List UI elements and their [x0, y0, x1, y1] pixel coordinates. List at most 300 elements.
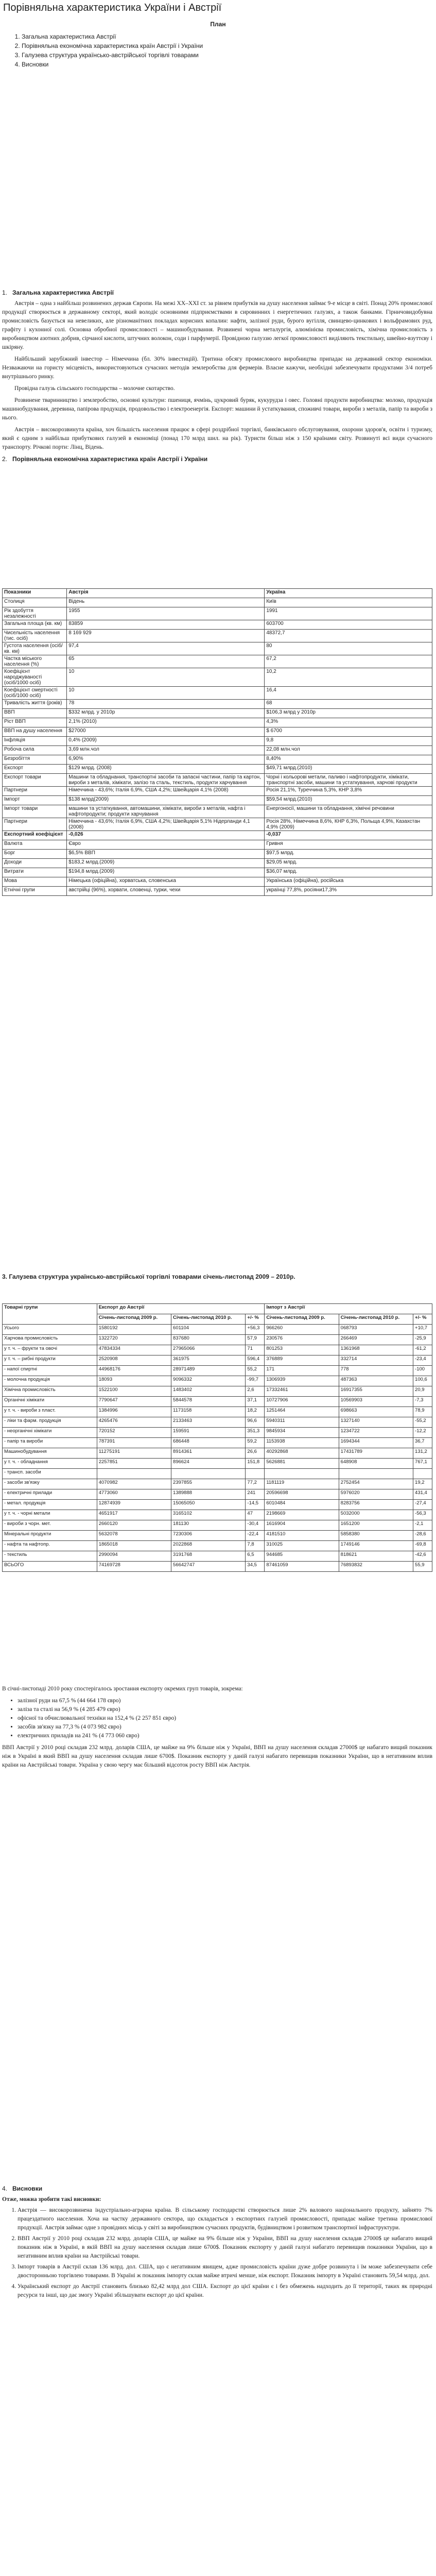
table-cell: 3191768 [171, 1551, 246, 1562]
table-cell: Відень [67, 598, 265, 607]
table-cell: 1483402 [171, 1386, 246, 1397]
table-cell: 266469 [339, 1335, 413, 1345]
table-cell: 12874939 [97, 1500, 171, 1510]
plan-item: 1. Загальна характеристика Австрії [22, 32, 203, 41]
table-row [3, 1562, 432, 1572]
table-row [3, 727, 432, 737]
paragraph: ВВП Австрії у 2010 році складав 232 млрд. доларів США, це майже на 9% більше ніж у Україні, ВВП на душу населення складав 27000$ це набагато вищий показник ніж в Україні в який ВВП на душу населення складав лише 6700$. Показник експорту у даній галузі набагато перевищив показники України, що в негативним вплив країни на Австрійські товари. Україна у свою чергу має більший відсоток росту ВВП ніж Австрія. [2, 1744, 432, 1768]
table-cell: 2198669 [265, 1510, 339, 1520]
table-cell: 8,40% [265, 755, 432, 765]
table-cell: 5976020 [339, 1489, 413, 1500]
table-cell: 5632078 [97, 1531, 171, 1541]
table-cell: Експортний коефіцієнт [3, 831, 67, 840]
table-cell: 2,1% (2010) [67, 718, 265, 727]
table-cell: -27,4 [413, 1500, 432, 1510]
table-row [3, 668, 432, 687]
table-cell: 44968176 [97, 1366, 171, 1376]
table-cell: - молочна продукція [3, 1376, 97, 1386]
column-header: Січень-листопад 2009 р. [97, 1314, 171, 1325]
table-cell: 181130 [171, 1520, 246, 1531]
table-cell: 5858380 [339, 1531, 413, 1541]
table-cell: 36,7 [413, 1438, 432, 1448]
table-cell: 2022868 [171, 1541, 246, 1551]
table-cell: 2133463 [171, 1417, 246, 1428]
table-row [3, 774, 432, 787]
list-item: • засобів зв'язку на 77,3 % (4 073 982 євро) [18, 1723, 432, 1732]
table-cell: -42,6 [413, 1551, 432, 1562]
table-cell: у т. ч. - обладнання [3, 1459, 97, 1469]
plan-item: 2. Порівняльна економічна характеристика країн Австрії і України [22, 41, 203, 50]
table-cell: Імпорт [3, 796, 67, 805]
table-row [3, 1386, 432, 1397]
table-cell: Харчова промисловість [3, 1335, 97, 1345]
section-4-heading: 4. Висновки [2, 2185, 43, 2192]
table-row [3, 840, 432, 850]
table-row [3, 598, 432, 607]
table-cell: 5032000 [339, 1510, 413, 1520]
table-cell: 8914361 [171, 1448, 246, 1459]
table-cell: 1865018 [97, 1541, 171, 1551]
table-cell: $332 млрд. у 2010р [67, 709, 265, 718]
table-cell: 40292868 [265, 1448, 339, 1459]
table-cell: Безробіття [3, 755, 67, 765]
table-cell: 2752454 [339, 1479, 413, 1489]
table-cell: 18093 [97, 1376, 171, 1386]
table-cell: Німеччина - 43,6%; Італія 6,9%, США 4,2%; Швейцарія 5,1% Нідерланди 4,1 (2008) [67, 818, 265, 831]
table-cell: 1991 [265, 607, 432, 620]
table-cell: 10569903 [339, 1397, 413, 1407]
table-row [3, 850, 432, 859]
table-cell: -61,2 [413, 1345, 432, 1355]
table-cell: 431,4 [413, 1489, 432, 1500]
table-cell: 5940311 [265, 1417, 339, 1428]
table-cell: -55,2 [413, 1417, 432, 1428]
table-cell: Загальна площа (кв. км) [3, 620, 67, 630]
table-cell: 4773060 [97, 1489, 171, 1500]
list-item: • електричних приладів на 241 % (4 773 060 євро) [18, 1732, 432, 1740]
table-cell: 1251464 [265, 1407, 339, 1417]
table-row [3, 1500, 432, 1510]
table-cell: 1580192 [97, 1325, 171, 1335]
table-cell: 1181119 [265, 1479, 339, 1489]
table-cell: австрійці (96%), хорвати, словенці, турки, чехи [67, 887, 265, 896]
column-header: Україна [265, 589, 432, 598]
table-cell: 10 [67, 687, 265, 700]
table-cell: 27965066 [171, 1345, 246, 1355]
conclusion-intro: В січні-листопаді 2010 року спостерігалось зростання експорту окремих груп товарів, зокрема: [2, 1686, 243, 1692]
table-cell [339, 1469, 413, 1479]
table-cell [97, 1469, 171, 1479]
table-cell: - нафта та нафтопр. [3, 1541, 97, 1551]
table-cell: 96,6 [246, 1417, 265, 1428]
table-cell: Імпорт товари [3, 805, 67, 818]
table-cell: Доходи [3, 859, 67, 868]
table-cell: 603700 [265, 620, 432, 630]
table-cell: 3,69 млн.чол [67, 746, 265, 755]
table-cell: 78 [67, 700, 265, 709]
column-header: +/- % [413, 1314, 432, 1325]
table-cell: 20,9 [413, 1386, 432, 1397]
plan-item: 3. Галузева структура українсько-австрійської торгівлі товарами [22, 50, 203, 60]
table-cell: 151,8 [246, 1459, 265, 1469]
table-cell: 1955 [67, 607, 265, 620]
table-cell: 767,1 [413, 1459, 432, 1469]
table-cell: 487363 [339, 1376, 413, 1386]
table-cell: 159591 [171, 1428, 246, 1438]
table-cell: Інфляція [3, 737, 67, 746]
table-cell: 22,08 млн.чол [265, 746, 432, 755]
table-cell: $ 6700 [265, 727, 432, 737]
table-cell: Машинобудування [3, 1448, 97, 1459]
table-cell: -22,4 [246, 1531, 265, 1541]
column-header: +/- % [246, 1314, 265, 1325]
table-cell: Експорт товари [3, 774, 67, 787]
table-cell: 351,3 [246, 1428, 265, 1438]
list-item: 4. Український експорт до Австрії становить близько 82,42 млрд дол США. Експорт до цієї країни є і без обмежень надходить до її території, таких як природні ресурси та інші, що дає змогу Україні збільшувати експорт до цієї країни. [18, 2282, 432, 2300]
list-item: • залізної руди на 67,5 % (44 664 178 євро) [18, 1697, 432, 1705]
table-cell: -28,6 [413, 1531, 432, 1541]
table-row [3, 1355, 432, 1366]
table-header-row [3, 1304, 432, 1314]
table-cell: 068793 [339, 1325, 413, 1335]
table-row [3, 655, 432, 668]
table-row [3, 831, 432, 840]
table-cell: 1153938 [265, 1438, 339, 1448]
table-cell: 6,5 [246, 1551, 265, 1562]
table-row [3, 709, 432, 718]
table-row [3, 887, 432, 896]
trade-structure-table [2, 1303, 432, 1572]
table-cell: 37,1 [246, 1397, 265, 1407]
table-cell: Валюта [3, 840, 67, 850]
table-cell: Партнери [3, 818, 67, 831]
table-cell: 1173158 [171, 1407, 246, 1417]
table-cell: 76893832 [339, 1562, 413, 1572]
table-cell: 4265476 [97, 1417, 171, 1428]
table-row [3, 818, 432, 831]
table-row [3, 1551, 432, 1562]
table-cell: 2520908 [97, 1355, 171, 1366]
table-cell: 131,2 [413, 1448, 432, 1459]
table-cell: 601104 [171, 1325, 246, 1335]
table-cell: 18,2 [246, 1407, 265, 1417]
table-cell: 4070982 [97, 1479, 171, 1489]
table-cell: Енергоносії, машини та обладнання, хімічні речовини [265, 805, 432, 818]
table-cell: 47834334 [97, 1345, 171, 1355]
table-cell: 20596698 [265, 1489, 339, 1500]
column-header: Січень-листопад 2010 р. [339, 1314, 413, 1325]
table-cell: 332714 [339, 1355, 413, 1366]
plan-list [10, 32, 203, 69]
table-cell: -0,037 [265, 831, 432, 840]
trade-conclusion [2, 1685, 432, 1773]
table-cell: Робоча сила [3, 746, 67, 755]
table-cell: $36,07 млрд. [265, 868, 432, 877]
table-row [3, 1459, 432, 1469]
table-row [3, 787, 432, 796]
table-cell: Машини та обладнання, транспортні засоби та запасні частини, папір та картон, вироби з металів, хімікати, залізо та сталь, текстиль, продукти харчування [67, 774, 265, 787]
table-cell: -2,1 [413, 1520, 432, 1531]
table-cell: 837680 [171, 1335, 246, 1345]
table-row [3, 718, 432, 727]
table-cell: 2990094 [97, 1551, 171, 1562]
table-cell: $27000 [67, 727, 265, 737]
table-cell: 10727906 [265, 1397, 339, 1407]
section-1-heading: 1. Загальна характеристика Австрії [2, 289, 114, 296]
table-row [3, 1541, 432, 1551]
table-cell: Рік здобуття незалежності [3, 607, 67, 620]
table-cell: українці 77,8%, росіяни17,3% [265, 887, 432, 896]
table-cell: ВСЬОГО [3, 1562, 97, 1572]
list-item: • офісної та обчислювальної техніки на 152,4 % (2 257 851 євро) [18, 1714, 432, 1723]
table-cell: 80 [265, 642, 432, 655]
table-cell: Борг [3, 850, 67, 859]
table-cell: 1361968 [339, 1345, 413, 1355]
paragraph: Найбільший зарубіжний інвестор – Німеччина (бл. 30% інвестицій). Тритина обсягу промислового виробництва припадає на державний сектор економіки. Незважаючи на гористу місцевість, використовуються сучасних методів землеробства для фермерів. Власне кажучи, необхідні забезпечувати продуктами 3/4 потреб внутрішнього ринку. [2, 356, 432, 380]
table-cell: 9845934 [265, 1428, 339, 1438]
table-cell: 310025 [265, 1541, 339, 1551]
table-cell: Чорні і кольорові метали, паливо і нафтопродукти, хімікати, транспортні засоби, машини та устаткування, харчові продукти [265, 774, 432, 787]
table-cell: 686448 [171, 1438, 246, 1448]
table-cell: - метал. продукція [3, 1500, 97, 1510]
table-cell: - трансп. засоби [3, 1469, 97, 1479]
table-cell: 47 [246, 1510, 265, 1520]
table-row [3, 1407, 432, 1417]
table-cell: $129 млрд. (2008) [67, 765, 265, 774]
table-cell: машини та устаткування, автомашини, хімікати, вироби з металів, нафта і нафтопродукти; продукти харчування [67, 805, 265, 818]
table-cell [265, 1469, 339, 1479]
table-cell: 5844578 [171, 1397, 246, 1407]
table-row [3, 805, 432, 818]
table-cell: Київ [265, 598, 432, 607]
table-cell: 15065050 [171, 1500, 246, 1510]
table-row [3, 1520, 432, 1531]
table-row [3, 1376, 432, 1386]
table-cell: Українська (офіційна), російська [265, 877, 432, 887]
table-cell: $183,2 млрд.(2009) [67, 859, 265, 868]
table-cell: $29,05 млрд. [265, 859, 432, 868]
table-row [3, 755, 432, 765]
table-row [3, 620, 432, 630]
table-cell: Тривалість життя (років) [3, 700, 67, 709]
table-cell: 59,2 [246, 1438, 265, 1448]
table-cell: -14,5 [246, 1500, 265, 1510]
table-cell: $138 млрд(2009) [67, 796, 265, 805]
paragraph: Провідна галузь сільського господарства – молочне скотарство. [14, 385, 175, 392]
table-cell: -69,8 [413, 1541, 432, 1551]
table-cell: Росія 21,1%, Туреччина 5,3%, КНР 3,8% [265, 787, 432, 796]
table-cell: 171 [265, 1366, 339, 1376]
table-row [3, 1366, 432, 1376]
table-cell: 8 169 929 [67, 630, 265, 642]
table-row [3, 1510, 432, 1520]
table-cell: +10,7 [413, 1325, 432, 1335]
table-cell: $194,8 млрд.(2009) [67, 868, 265, 877]
table-cell: 1322720 [97, 1335, 171, 1345]
table-cell: 8283756 [339, 1500, 413, 1510]
table-row [3, 607, 432, 620]
table-cell: Густота населення (осіб/кв. км) [3, 642, 67, 655]
table-cell [171, 1469, 246, 1479]
table-cell: 7230306 [171, 1531, 246, 1541]
table-cell: Німеччина - 43,6%; Італія 6,9%, США 4,2%; Швейцарія 4,1% (2008) [67, 787, 265, 796]
table-cell: -25,9 [413, 1335, 432, 1345]
table-cell: 87461059 [265, 1562, 339, 1572]
table-row [3, 868, 432, 877]
table-cell: 1749146 [339, 1541, 413, 1551]
table-cell: 1522100 [97, 1386, 171, 1397]
table-cell: 0,4% (2009) [67, 737, 265, 746]
table-cell: -0,026 [67, 831, 265, 840]
list-item: • заліза та сталі на 56,9 % (4 285 479 євро) [18, 1705, 432, 1714]
table-cell: 11275191 [97, 1448, 171, 1459]
table-row [3, 1448, 432, 1459]
table-row [3, 642, 432, 655]
table-cell: 2257851 [97, 1459, 171, 1469]
section-3-heading: 3. Галузева структура українсько-австрійської торгівлі товарами січень-листопад 2009 – 2010р. [2, 1273, 295, 1280]
table-cell: 16917355 [339, 1386, 413, 1397]
table-cell: 6010484 [265, 1500, 339, 1510]
table-cell: - напої спиртні [3, 1366, 97, 1376]
table-cell: 778 [339, 1366, 413, 1376]
table-cell: 17332461 [265, 1386, 339, 1397]
table-row [3, 1438, 432, 1448]
conclusions-subheading: Отже, можна зробити такі висновки: [2, 2196, 101, 2202]
table-row [3, 1428, 432, 1438]
table-cell: Чисельність населення (тис. осіб) [3, 630, 67, 642]
table-cell: Ріст ВВП [3, 718, 67, 727]
table-cell: -12,2 [413, 1428, 432, 1438]
table-cell: Хімічна промисловість [3, 1386, 97, 1397]
list-item: 1. Австрія — високорозвинена індустріально-аграрна країна. В сільському господарстві створюється лише 2% валового національного продукту, зайнято 7% працездатного населення. Хоча на частку державного сектора, що складається з експортних галузей промисловості, припадає майже третина промислової продукції. Австрія займає одне з провідних місць у світі за виробництвом сучасних продуктів, будівництвом і розвитком транспортної інфраструктури. [18, 2206, 432, 2232]
table-cell: у т. ч. - чорні метали [3, 1510, 97, 1520]
table-row [3, 1489, 432, 1500]
table-cell: Партнери [3, 787, 67, 796]
table-row [3, 746, 432, 755]
table-cell: 10 [67, 668, 265, 687]
table-cell: $97,5 млрд. [265, 850, 432, 859]
table-cell: 56642747 [171, 1562, 246, 1572]
column-header: Експорт до Австрії [97, 1304, 265, 1314]
table-cell: 1234722 [339, 1428, 413, 1438]
table-cell: Експорт [3, 765, 67, 774]
table-cell: 34,5 [246, 1562, 265, 1572]
table-cell: 1651200 [339, 1520, 413, 1531]
table-cell: Витрати [3, 868, 67, 877]
table-cell: 57,9 [246, 1335, 265, 1345]
table-cell: - неорганічні хімікати [3, 1428, 97, 1438]
table-cell: 801253 [265, 1345, 339, 1355]
table-cell: $59,54 млрд.(2010) [265, 796, 432, 805]
table-cell: 818621 [339, 1551, 413, 1562]
table-cell: 17431789 [339, 1448, 413, 1459]
table-cell: 720152 [97, 1428, 171, 1438]
section-4 [2, 2184, 432, 2302]
table-row [3, 1335, 432, 1345]
table-cell: 68 [265, 700, 432, 709]
table-cell: -7,3 [413, 1397, 432, 1407]
table-row [3, 1325, 432, 1335]
table-cell: -99,7 [246, 1376, 265, 1386]
table-cell: ВВП [3, 709, 67, 718]
table-cell: -23,4 [413, 1355, 432, 1366]
plan-item: 4. Висновки [22, 60, 203, 69]
table-cell: 74169728 [97, 1562, 171, 1572]
table-cell: -56,3 [413, 1510, 432, 1520]
table-header-row [3, 589, 432, 598]
table-cell: 1327140 [339, 1417, 413, 1428]
table-cell: -30,4 [246, 1520, 265, 1531]
column-header: Австрія [67, 589, 265, 598]
column-header: Показники [3, 589, 67, 598]
table-cell: у т. ч. – рибні продукти [3, 1355, 97, 1366]
table-cell: ВВП на душу населення [3, 727, 67, 737]
table-cell: 648908 [339, 1459, 413, 1469]
table-cell: 7790647 [97, 1397, 171, 1407]
table-cell: Частка міського населення (%) [3, 655, 67, 668]
table-cell: Етнічні групи [3, 887, 67, 896]
table-row [3, 700, 432, 709]
table-cell: $49,71 млрд.(2010) [265, 765, 432, 774]
table-cell: Росія 28%, Німеччина 8,6%, КНР 6,3%, Польща 4,9%, Казахстан 4,9% (2009) [265, 818, 432, 831]
conclusions-list [2, 2206, 432, 2300]
table-cell: Столиця [3, 598, 67, 607]
table-cell: 2660120 [97, 1520, 171, 1531]
table-cell: 361975 [171, 1355, 246, 1366]
column-header: Товарні групи [3, 1304, 97, 1325]
export-growth-list [2, 1697, 432, 1740]
table-cell: - вироби з чорн. мет. [3, 1520, 97, 1531]
table-cell: 48372,7 [265, 630, 432, 642]
table-cell: 4181510 [265, 1531, 339, 1541]
table-cell: 78,9 [413, 1407, 432, 1417]
column-header: Імпорт з Австрії [265, 1304, 432, 1314]
table-cell: Коефіцієнт смертності (осіб/1000 осіб) [3, 687, 67, 700]
table-cell: $106,3 млрд у 2010р [265, 709, 432, 718]
table-cell: - електричні прилади [3, 1489, 97, 1500]
table-cell: - текстиль [3, 1551, 97, 1562]
table-row [3, 1345, 432, 1355]
table-row [3, 687, 432, 700]
table-cell: Коефіцієнт народжуваності (осіб/1000 осіб) [3, 668, 67, 687]
table-cell: - ліки та фарм. продукція [3, 1417, 97, 1428]
table-cell: 10,2 [265, 668, 432, 687]
list-item: 3. Імпорт товарів в Австрії склав 136 млрд. дол. США, що є негативним явищем, адже промисловість країни дуже добре розвинута і їм може забезпечувати себе двосторонньою торгівлею товарами. В Україні ж показник імпорту склав майже втричі менше, ніж експорт. Показник імпорту в Україні становить 59,54 млрд. дол. [18, 2263, 432, 2280]
column-header: Січень-листопад 2010 р. [171, 1314, 246, 1325]
table-cell: 71 [246, 1345, 265, 1355]
table-cell: - засоби зв'язку [3, 1479, 97, 1489]
table-cell: 5626881 [265, 1459, 339, 1469]
table-cell: 3165102 [171, 1510, 246, 1520]
table-row [3, 1397, 432, 1407]
table-cell: 16,4 [265, 687, 432, 700]
table-row [3, 1479, 432, 1489]
table-row [3, 1417, 432, 1428]
table-cell: 100,6 [413, 1376, 432, 1386]
table-cell: 65 [67, 655, 265, 668]
plan-heading: План [210, 21, 226, 28]
table-cell: у т. ч. – фрукти та овочі [3, 1345, 97, 1355]
table-cell: 1389888 [171, 1489, 246, 1500]
table-cell: 77,2 [246, 1479, 265, 1489]
table-row [3, 1531, 432, 1541]
table-cell: 1694344 [339, 1438, 413, 1448]
table-row [3, 1469, 432, 1479]
table-cell: 97,4 [67, 642, 265, 655]
table-cell: $6,5% ВВП [67, 850, 265, 859]
table-cell: Німецька (офіційна), хорватська, словенська [67, 877, 265, 887]
table-cell: 1616904 [265, 1520, 339, 1531]
